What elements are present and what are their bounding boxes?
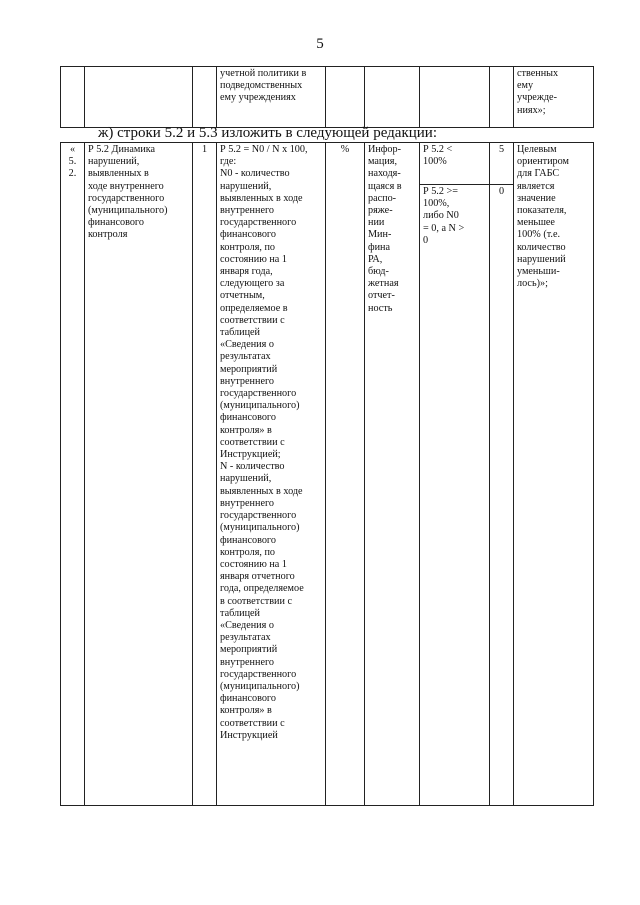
indicator-cell <box>85 67 193 128</box>
condition-text: Р 5.2 >= 100%, либо N0 = 0, а N > 0 <box>423 186 465 246</box>
condition-cell <box>420 185 490 806</box>
score-value: 5 <box>498 144 505 155</box>
formula-text: Р 5.2 = N0 / N x 100, где: N0 - количество нарушений, выявленных в ходе внутреннего государственного финансового контроля, по состоянию на 1 января года, следующего за отчетным, определяемое в соответствии с таблицей «Сведения о результатах мероприятий внутреннего государственного (муниципального) финансового контроля» в соответствии с Инструкцией; N - количество нарушений, выявленных в ходе внутреннего государственного (муниципального) финансового контроля, по состоянию на 1 января отчетного года, определяемое в соответствии с таблицей «Сведения о результатах мероприятий внутреннего государственного (муниципального) финансового контроля» в соответствии с Инструкцией <box>220 144 308 741</box>
table-row <box>61 143 594 185</box>
unit-cell <box>326 67 365 128</box>
comment-text: ственных ему учрежде- ниях»; <box>517 68 559 116</box>
comment-text: Целевым ориентиром для ГАБС является значение показателя, меньшее 100% (т.е. количество нарушений уменьши- лось)»; <box>517 144 569 290</box>
row-number-cell <box>61 143 85 806</box>
unit-cell <box>326 143 365 806</box>
weight-cell <box>193 143 217 806</box>
weight-cell <box>193 67 217 128</box>
formula-text: учетной политики в подведомственных ему учреждениях <box>220 68 307 104</box>
score-cell <box>490 143 514 185</box>
indicator-name: Р 5.2 Динамика нарушений, выявленных в ходе внутреннего государственного (муниципального) финансового контроля <box>88 144 168 241</box>
weight-value: 1 <box>201 144 208 155</box>
comment-cell <box>514 143 594 806</box>
condition-cell <box>420 143 490 185</box>
indicator-cell <box>85 143 193 806</box>
top-table-fragment <box>60 66 594 128</box>
formula-cell <box>217 67 326 128</box>
condition-cell <box>420 67 490 128</box>
score-cell <box>490 185 514 806</box>
unit-value: % <box>340 144 350 155</box>
condition-text: Р 5.2 < 100% <box>423 144 453 168</box>
number-cell <box>61 67 85 128</box>
indicator-table <box>60 142 594 806</box>
source-cell <box>365 67 420 128</box>
row-number: « 5. 2. <box>68 144 77 180</box>
table-row <box>61 67 594 128</box>
page-number: 5 <box>316 36 324 52</box>
source-text: Инфор- мация, находя- щаяся в распо- ряже- нии Мин- фина РА, бюд- жетная отчет- ность <box>368 144 402 314</box>
formula-cell <box>217 143 326 806</box>
score-value: 0 <box>498 186 505 197</box>
score-cell <box>490 67 514 128</box>
source-cell <box>365 143 420 806</box>
instruction-text: ж) строки 5.2 и 5.3 изложить в следующей редакции: <box>98 125 437 141</box>
comment-cell <box>514 67 594 128</box>
